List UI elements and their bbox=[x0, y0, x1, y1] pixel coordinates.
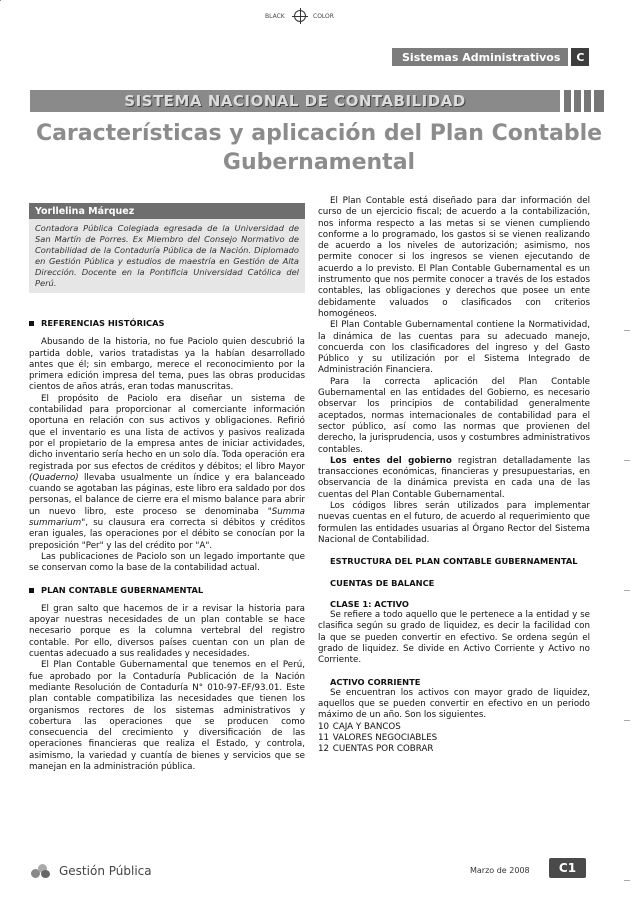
topic-banner bbox=[30, 90, 560, 112]
page-number: C1 bbox=[549, 858, 586, 878]
bar-shape bbox=[564, 90, 571, 112]
bullet-square-icon bbox=[29, 321, 34, 326]
text-run: registran detalladamente las transacciones económicas, financieras y presupuestarias, en observancia de la dinámica prevista en cada una de las cuentas del Plan Contable Gubernamental. bbox=[318, 455, 590, 500]
account-code: 10 bbox=[318, 721, 330, 732]
crop-mark bbox=[0, 0, 1, 1]
structure-heading: ESTRUCTURA DEL PLAN CONTABLE GUBERNAMENTAL bbox=[330, 556, 578, 567]
account-item bbox=[318, 733, 590, 744]
paragraph: El Plan Contable Gubernamental que tenemos en el Perú, fue aprobado por la Contaduría Publicación de la Nación mediante Resolución de Contaduría N° 010-97-EF/93.01. Este plan contable compatibiliza las necesidades que tienen los organismos rectores de los sistemas administrativos y cobertura las operaciones que se producen como consecuencia del crecimiento y diversificación de las operaciones financieras que realiza el Estado, y controla, asimismo, la variedad y cuantía de bienes y servicios que se manejan en la administración pública. bbox=[29, 660, 305, 772]
paragraph bbox=[318, 456, 590, 501]
edge-mark bbox=[624, 590, 630, 591]
banner-bars-decoration bbox=[564, 90, 604, 112]
text-run: , su clausura era correcta si débitos y créditos eran iguales, las operaciones por el débito se conocían por la preposición "Per" y las del crédito por "A". bbox=[29, 518, 305, 551]
account-code: 12 bbox=[318, 744, 330, 755]
edge-mark bbox=[624, 330, 630, 331]
account-code: 11 bbox=[318, 733, 330, 744]
heading-text: REFERENCIAS HISTÓRICAS bbox=[41, 318, 165, 328]
title-line-1: Características y aplicación del Plan Contable bbox=[35, 121, 603, 146]
author-bio: Contadora Pública Colegiada egresada de la Universidad de San Martín de Porres. Ex Miembro del Consejo Normativo de Contabilidad de la Contaduría Pública de la Nación. Diplomado en Gestión Pública y estudios de maestría en Gestión de Alta Dirección. Docente en la Pontificia Universidad Católica del Perú. bbox=[35, 223, 299, 288]
edge-mark bbox=[624, 720, 630, 721]
text-run: El propósito de Paciolo era diseñar un sistema de contabilidad para proporcionar al comerciante información oportuna en relación con sus activos y obligaciones. Refirió que el inventario es una lista de activos y pasivos realizada por el propietario de la empresa antes de iniciar actividades, dicho inventario sería hecho en un solo día. Toda operación era registrada por sus efectos de créditos y débitos; el libro Mayor bbox=[29, 393, 305, 472]
clase-heading: CLASE 1: ACTIVO bbox=[330, 598, 409, 609]
author-box bbox=[29, 203, 305, 293]
paragraph bbox=[29, 394, 305, 552]
paragraph: El gran salto que hacemos de ir a revisar la historia para apoyar nuestras necesidades de un plan contable se hace necesario porque es la columna vertebral del registro contable. Por ello, diversos países cuentan con un plan de cuentas adecuado a sus realidades y necesidades. bbox=[29, 603, 305, 660]
registration-marks bbox=[0, 8, 638, 24]
title-line-2: Gubernamental bbox=[222, 150, 416, 175]
paragraph: Se refiere a todo aquello que le pertenece a la entidad y se clasifica según su grado de liquidez, es decir la facilidad con la que se pueden convertir en efectivo. Se ordena según el grado de liquidez. Se divide en Activo Corriente y Activo no Corriente. bbox=[318, 610, 590, 666]
paragraph: Los códigos libres serán utilizados para implementar nuevas cuentas en el futuro, de acuerdo al requerimiento que formulen las entidades usuarias al Órgano Rector del Sistema Nacional de Contabilidad. bbox=[318, 501, 590, 545]
gestion-publica-logo-icon bbox=[31, 864, 51, 878]
article-title bbox=[20, 119, 618, 177]
right-column bbox=[318, 196, 590, 756]
paragraph: El Plan Contable Gubernamental contiene la Normatividad, la dinámica de las cuentas para su adecuado manejo, concuerda con los clasificadores del ingreso y del Gasto Público y su utilización por el Sistema Integrado de Administración Financiera. bbox=[318, 320, 590, 376]
paragraph: Para la correcta aplicación del Plan Contable Gubernamental en las entidades del Gobierno, es necesario observar los principios de contabilidad generalmente aceptados, normas internacionales de contabilidad para el sector público, así como las normas que provienen del derecho, la jurisprudencia, usos y costumbres administrativos contables. bbox=[318, 376, 590, 455]
edge-mark bbox=[624, 880, 630, 881]
section-heading bbox=[29, 318, 305, 329]
text-run-italic: "Summa summarium" bbox=[29, 506, 305, 529]
banner-text: SISTEMA NACIONAL DE CONTABILIDAD bbox=[124, 92, 466, 110]
paragraph: Se encuentran los activos con mayor grado de liquidez, aquellos que se pueden convertir en efectivo en un periodo máximo de un año. Son los siguientes. bbox=[318, 687, 590, 721]
paragraph: Las publicaciones de Paciolo son un legado importante que se conservan como la base de la contabilidad actual. bbox=[29, 551, 305, 574]
registration-target-icon bbox=[294, 10, 306, 22]
account-name: CAJA Y BANCOS bbox=[332, 721, 401, 732]
activo-heading: ACTIVO CORRIENTE bbox=[330, 676, 421, 687]
account-name: VALORES NEGOCIABLES bbox=[332, 733, 438, 744]
cuentas-heading: CUENTAS DE BALANCE bbox=[330, 577, 435, 588]
text-run: llevaba usualmente un índice y era balanceado cuando se agotaban las páginas, este libro era saldado por dos personas, el balance de cierre era el mismo balance para abrir un nuevo libro, este proceso se denominaba bbox=[29, 472, 305, 517]
bar-shape bbox=[594, 90, 604, 112]
section-header bbox=[392, 48, 589, 66]
brand-name: Gestión Pública bbox=[59, 864, 152, 878]
bar-shape bbox=[574, 90, 581, 112]
issue-date: Marzo de 2008 bbox=[470, 866, 530, 875]
account-name: CUENTAS POR COBRAR bbox=[332, 744, 434, 755]
black-label: BLACK bbox=[265, 13, 285, 20]
heading-text: PLAN CONTABLE GUBERNAMENTAL bbox=[41, 584, 204, 595]
account-item bbox=[318, 722, 590, 733]
bar-shape bbox=[584, 90, 591, 112]
text-run-bold: Los entes del gobierno bbox=[330, 455, 452, 466]
section-letter: C bbox=[571, 48, 589, 66]
account-item bbox=[318, 744, 590, 755]
edge-mark bbox=[624, 460, 630, 461]
paragraph: Abusando de la historia, no fue Paciolo quien descubrió la partida doble, varios tratadistas ya la habían desarrollado antes que él; sin embargo, merece el reconocimiento por la primera edición impresa del tema, pues las obras producidas cientos de años atrás, eran todas manuscritas. bbox=[29, 337, 305, 393]
text-run-italic: (Quaderno) bbox=[29, 472, 79, 483]
paragraph: El Plan Contable está diseñado para dar información del curso de un ejercicio fiscal; de acuerdo a la contabilización, nos informa respecto a las metas si se vienen cumpliendo conforme a lo programado, los gastos si se vienen realizando de acuerdo a los niveles de autorización; asimismo, nos permite conocer si los ingresos se vienen ejecutando de acuerdo a lo previsto. El Plan Contable Gubernamental es un instrumento que nos permite conocer a través de los estados contables, las obligaciones y derechos que posee un ente debidamente valuados o clasificados con criterios homogéneos. bbox=[318, 196, 590, 319]
section-heading bbox=[29, 585, 305, 596]
left-column bbox=[29, 318, 305, 773]
bullet-square-icon bbox=[29, 588, 34, 593]
section-name: Sistemas Administrativos bbox=[392, 48, 568, 66]
author-name: Yorllelina Márquez bbox=[29, 203, 305, 219]
color-label: COLOR bbox=[313, 13, 334, 20]
footer-brand bbox=[31, 864, 152, 878]
